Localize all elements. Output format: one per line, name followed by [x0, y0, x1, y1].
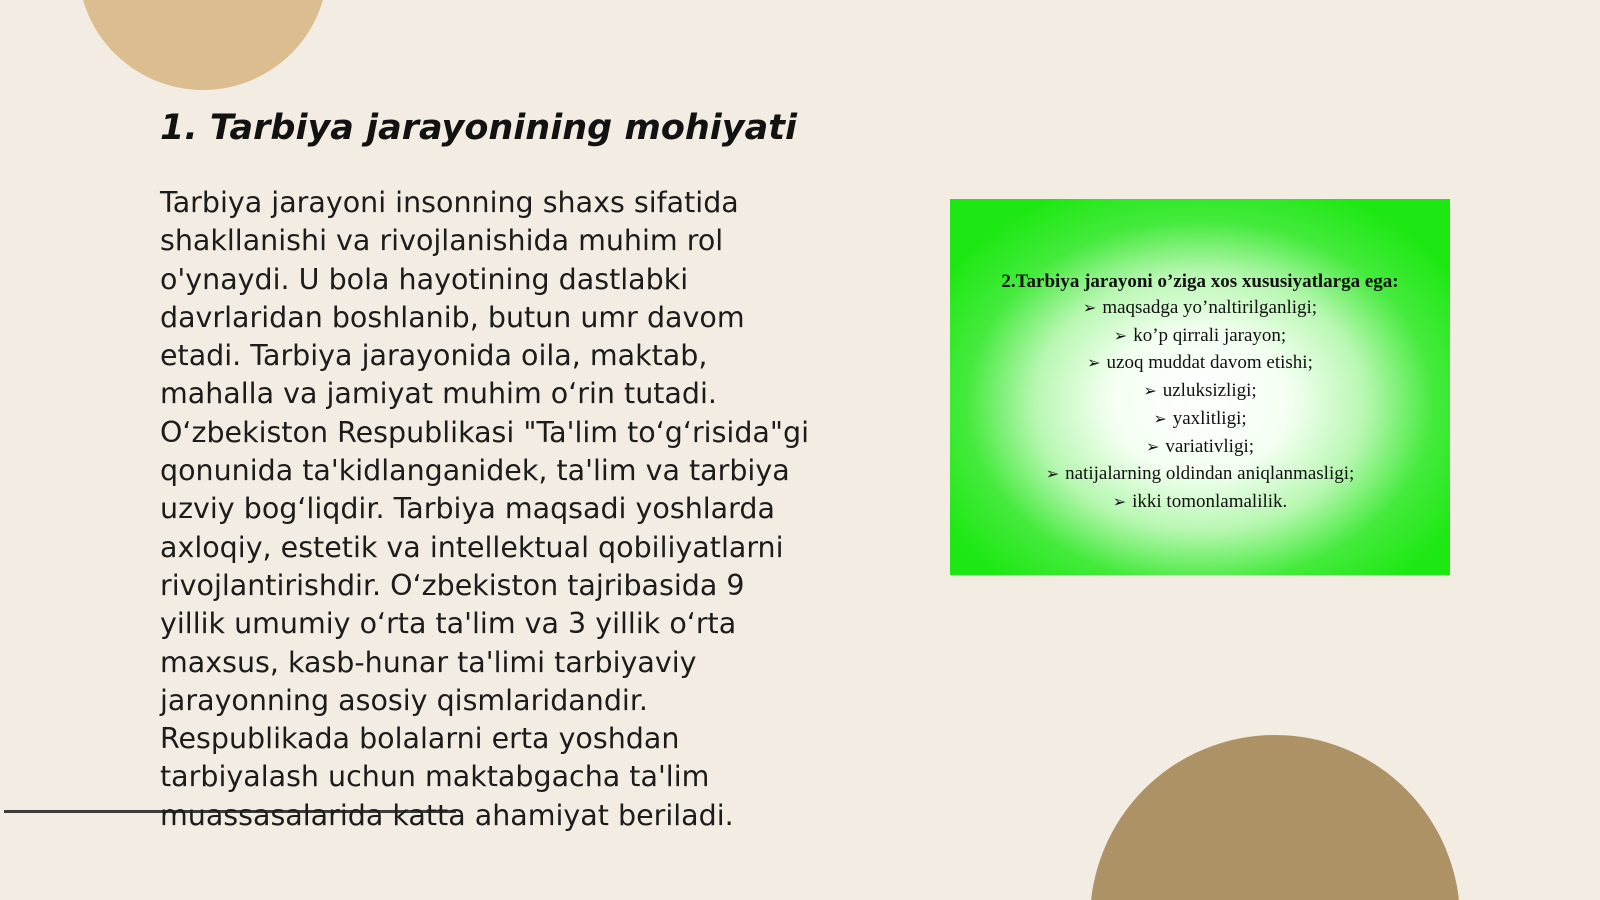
list-item [950, 350, 1450, 378]
list-item-text: uzluksizligi; [1162, 380, 1257, 402]
list-item-text: ko’p qirrali jarayon; [1133, 324, 1287, 346]
arrow-bullet-icon: ➢ [1143, 383, 1157, 401]
list-item [950, 323, 1450, 351]
list-item [950, 489, 1450, 517]
list-item-text: yaxlitligi; [1172, 407, 1247, 429]
decorative-circle-top [78, 0, 328, 90]
list-item [950, 378, 1450, 406]
list-item [950, 461, 1450, 489]
list-item [950, 434, 1450, 462]
list-item-text: natijalarning oldindan aniqlanmasligi; [1065, 463, 1355, 485]
list-item-text: ikki tomonlamalilik. [1132, 490, 1288, 512]
list-item-text: variativligi; [1165, 435, 1255, 457]
list-item [950, 295, 1450, 323]
list-item-text: uzoq muddat davom etishi; [1106, 352, 1313, 374]
arrow-bullet-icon: ➢ [1112, 493, 1127, 511]
list-item-text: maqsadga yo’naltirilganligi; [1102, 297, 1318, 318]
arrow-bullet-icon: ➢ [1113, 327, 1128, 345]
arrow-bullet-icon: ➢ [1087, 355, 1101, 373]
arrow-bullet-icon: ➢ [1045, 466, 1060, 484]
decorative-circle-bottom [1090, 735, 1460, 900]
figure-list [950, 295, 1450, 517]
arrow-bullet-icon: ➢ [1145, 438, 1160, 456]
slide-title: 1. Tarbiya jarayonining mohiyati [160, 108, 797, 148]
green-info-image [950, 199, 1450, 575]
figure-heading: 2.Tarbiya jarayoni o’ziga xos xususiyatlarga ega: [1001, 271, 1399, 292]
arrow-bullet-icon: ➢ [1153, 410, 1167, 428]
slide-body-text: Tarbiya jarayoni insonning shaxs sifatida shakllanishi va rivojlanishida muhim rol o'ynaydi. U bola hayotining dastlabki davrlaridan boshlanib, butun umr davom etadi. Tarbiya jarayonida oila, maktab, mahalla va jamiyat muhim oʻrin tutadi. Oʻzbekiston Respublikasi "Ta'lim toʻgʻrisida"gi qonunida ta'kidlanganidek, ta'lim va tarbiya uzviy bogʻliqdir. Tarbiya maqsadi yoshlarda axloqiy, estetik va intellektual qobiliyatlarni rivojlantirishdir. Oʻzbekiston tajribasida 9 yillik umumiy oʻrta ta'lim va 3 yillik oʻrta maxsus, kasb-hunar ta'limi tarbiyaviy jarayonning asosiy qismlaridandir. Respublikada bolalarni erta yoshdan tarbiyalash uchun maktabgacha ta'lim muassasalarida katta ahamiyat beriladi. [160, 186, 810, 832]
arrow-bullet-icon: ➢ [1082, 300, 1097, 317]
list-item [950, 406, 1450, 434]
